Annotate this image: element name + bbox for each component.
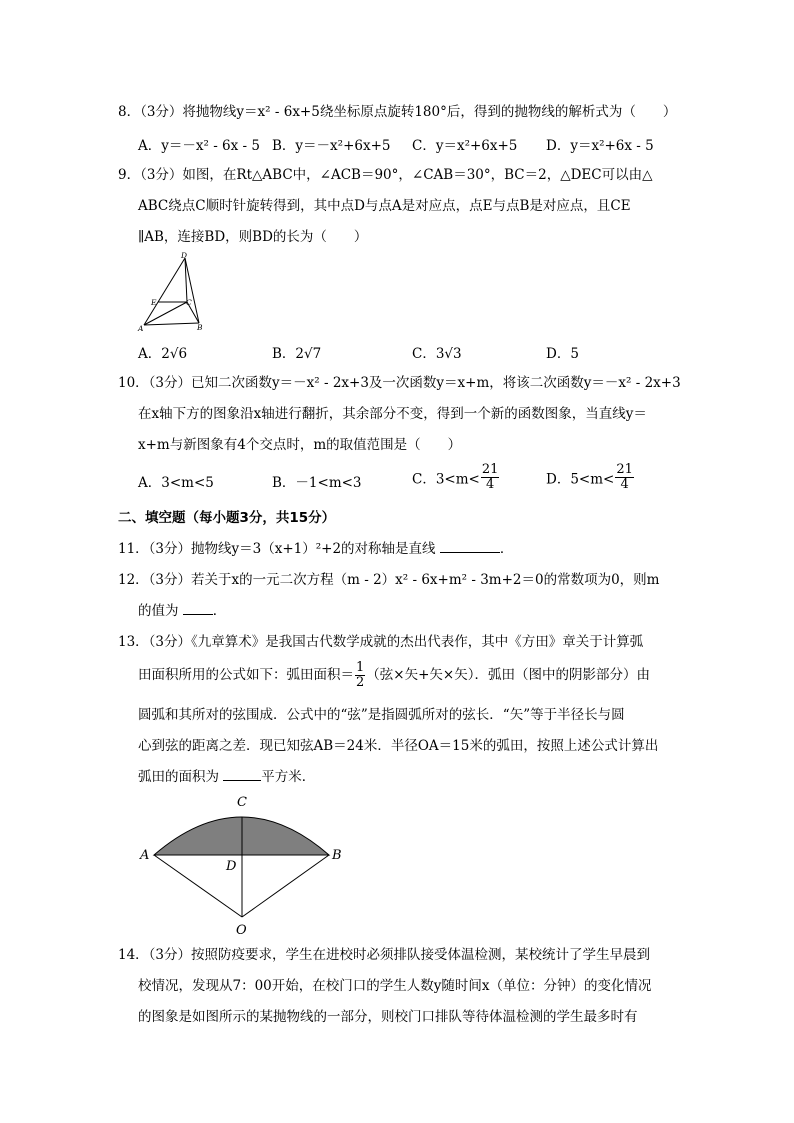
q10-option-b: B．－1<m<3 [272,475,362,491]
q9-line2: ABC绕点C顺时针旋转得到，其中点D与点A是对应点，点E与点B是对应点，且CE [138,198,631,214]
q9-option-b: B．2√7 [272,346,322,362]
q13-line5: 弧田的面积为 平方米． [138,769,316,785]
q9-segment-da [144,258,185,325]
q10-line1: 10．（3分）已知二次函数y＝－x² - 2x+3及一次函数y＝x+m，将该二次函数y＝－x² - 2x+3 [118,375,681,391]
q9-label-b: B [197,323,203,332]
q13-line1: 13．（3分）《九章算术》是我国古代数学成就的杰出代表作，其中《方田》章关于计算弧 [118,634,644,650]
q9-triangle-figure [136,252,216,334]
q13-line3: 圆弧和其所对的弦围成．公式中的“弦”是指圆弧所对的弦长．“矢”等于半径长与圆 [138,707,625,723]
q12-answer-blank [183,602,213,615]
q11-answer-blank [440,540,500,553]
section-2-heading: 二、填空题（每小题3分，共15分） [118,510,336,526]
q9-label-d: D [181,252,188,260]
q13-label-c: C [237,795,247,810]
q9-label-a: A [138,324,144,333]
q13-label-o: O [236,923,247,938]
q9-line3: ∥AB，连接BD，则BD的长为（ ） [138,229,368,245]
q13-label-d: D [226,859,237,874]
q8-option-d: D．y＝x²+6x - 5 [546,138,654,154]
q9-option-c: C．3√3 [412,346,462,362]
q10-option-c: C．3<m< $\frac{21}{4}$ [412,462,499,492]
q10-line3: x+m与新图象有4个交点时，m的取值范围是（ ） [138,437,462,453]
q8-option-b: B．y＝－x²+6x+5 [272,138,391,154]
q12-line2: 的值为 ． [138,603,227,619]
q14-line1: 14．（3分）按照防疫要求，学生在进校时必须排队接受体温检测，某校统计了学生早晨到 [118,947,651,963]
q10-option-d: D．5<m< $\frac{21}{4}$ [546,462,633,492]
q14-line3: 的图象是如图所示的某抛物线的一部分，则校门口排队等待体温检测的学生最多时有 [138,1009,638,1025]
q12-line1: 12．（3分）若关于x的一元二次方程（m - 2）x² - 6x+m² - 3m+2＝0的常数项为0，则m [118,572,660,588]
q9-label-c: C [186,298,192,307]
q10-option-a: A．3<m<5 [138,475,214,491]
q9-option-a: A．2√6 [138,346,188,362]
q8-option-a: A．y＝－x² - 6x - 5 [138,138,260,154]
q14-line2: 校情况，发现从7：00开始，在校门口的学生人数y随时间x（单位：分钟）的变化情况 [138,978,652,994]
q13-line2: 田面积所用的公式如下：弧田面积＝ $\frac{1}{2}$ （弦×矢+矢×矢）．弧田（图中的阴影部分）由 [138,660,650,690]
q10-line2: 在x轴下方的图象沿x轴进行翻折，其余部分不变，得到一个新的函数图象，当直线y＝ [138,406,647,422]
q9-line1: 9．（3分）如图，在Rt△ABC中，∠ACB＝90°，∠CAB＝30°，BC＝2，△DEC可以由△ [118,167,653,183]
q13-arc-field-figure [136,792,352,940]
q8-stem: 8．（3分）将抛物线y＝x² - 6x+5绕坐标原点旋转180°后，得到的抛物线的解析式为（ ） [118,104,677,120]
q9-option-d: D．5 [546,346,579,362]
q11-line: 11．（3分）抛物线y＝3（x+1）²+2的对称轴是直线 ． [118,541,514,557]
q13-label-a: A [140,848,150,863]
q9-label-e: E [151,298,157,307]
q13-line4: 心到弦的距离之差．现已知弦AB＝24米．半径OA＝15米的弧田，按照上述公式计算出 [138,738,659,754]
q8-option-c: C．y＝x²+6x+5 [412,138,518,154]
q13-label-b: B [332,848,342,863]
q13-answer-blank [223,768,261,781]
